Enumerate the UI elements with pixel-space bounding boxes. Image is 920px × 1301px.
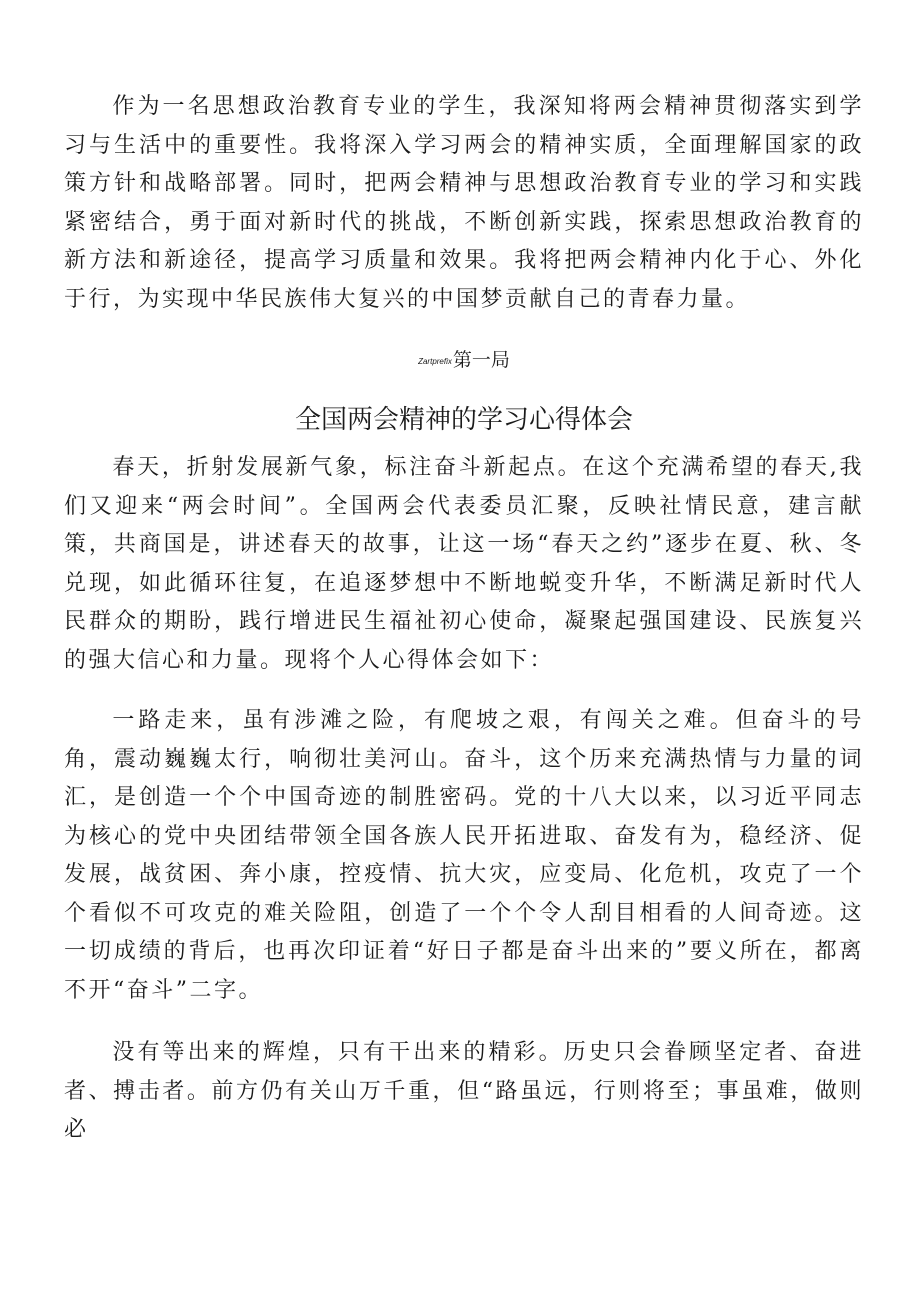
section-header (64, 347, 864, 375)
section-header-prefix: Zartprefix (418, 357, 452, 366)
intro-paragraph: 作为一名思想政治教育专业的学生，我深知将两会精神贯彻落实到学习与生活中的重要性。我将深入学习两会的精神实质，全面理解国家的政策方针和战略部署。同时，把两会精神与思想政治教育专业的学习和实践紧密结合，勇于面对新时代的挑战，不断创新实践，探索思想政治教育的新方法和新途径，提高学习质量和效果。我将把两会精神内化于心、外化于行，为实现中华民族伟大复兴的中国梦贡献自己的青春力量。 (64, 94, 864, 312)
body-paragraph-3: 没有等出来的辉煌，只有干出来的精彩。历史只会眷顾坚定者、奋进者、搏击者。前方仍有关山万千重，但“路虽远，行则将至；事虽难，做则必 (64, 1040, 864, 1142)
section-header-label: 第一局 (452, 350, 510, 371)
body-paragraph-1: 春天，折射发展新气象，标注奋斗新起点。在这个充满希望的春天,我们又迎来“两会时间”。全国两会代表委员汇聚，反映社情民意，建言献策，共商国是，讲述春天的故事，让这一场“春天之约”逐步在夏、秋、冬兑现，如此循环往复，在追逐梦想中不断地蜕变升华，不断满足新时代人民群众的期盼，践行增进民生福祉初心使命，凝聚起强国建设、民族复兴的强大信心和力量。现将个人心得体会如下： (64, 455, 864, 673)
body-paragraph-2: 一路走来，虽有涉滩之险，有爬坡之艰，有闯关之难。但奋斗的号角，震动巍巍太行，响彻壮美河山。奋斗，这个历来充满热情与力量的词汇，是创造一个个中国奇迹的制胜密码。党的十八大以来，以习近平同志为核心的党中央团结带领全国各族人民开拓进取、奋发有为，稳经济、促发展，战贫困、奔小康，控疫情、抗大灾，应变局、化危机，攻克了一个个看似不可攻克的难关险阻，创造了一个个令人刮目相看的人间奇迹。这一切成绩的背后，也再次印证着“好日子都是奋斗出来的”要义所在，都离不开“奋斗”二字。 (64, 708, 864, 1003)
document-title: 全国两会精神的学习心得体会 (294, 404, 633, 434)
